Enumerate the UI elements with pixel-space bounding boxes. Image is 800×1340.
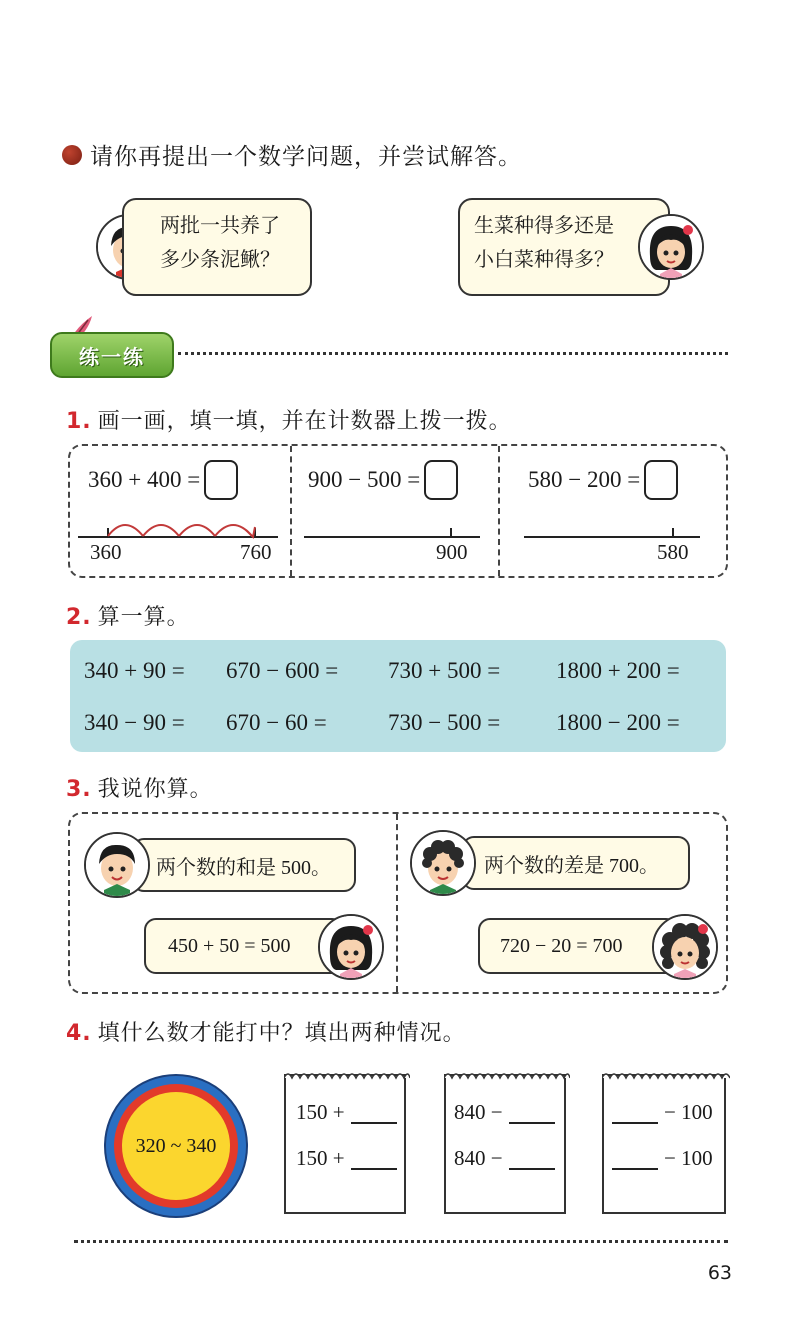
blank-field[interactable] (509, 1148, 555, 1170)
boy-statement-bubble (462, 836, 690, 890)
answer-box[interactable] (424, 460, 458, 500)
answer-text: 450 + 50 = 500 (168, 934, 291, 957)
bubble-line: 生菜种得多还是 (474, 213, 614, 237)
question-text: 算一算。 (97, 605, 190, 630)
calc-item: 340 + 90 = (84, 658, 185, 683)
statement-text: 两个数的差是 700。 (484, 854, 659, 877)
blank-field[interactable] (612, 1148, 658, 1170)
pad-expr: − 100 (664, 1100, 713, 1124)
footer-divider (74, 1240, 728, 1243)
equation-text: 580 − 200 = (528, 467, 641, 492)
calc-item: 1800 − 200 = (556, 710, 680, 735)
bubble-line: 小白菜种得多？ (474, 247, 614, 271)
note-pad (284, 1074, 406, 1214)
pad-expr: − 100 (664, 1146, 713, 1170)
blank-field[interactable] (351, 1102, 397, 1124)
question-number: 2. (66, 605, 92, 630)
boy-speech-bubble (122, 198, 312, 296)
pad-line (454, 1146, 555, 1171)
calc-item: 730 − 500 = (388, 710, 501, 735)
pad-binding-icon (284, 1070, 410, 1080)
question-number: 3. (66, 777, 92, 802)
question-text: 我说你算。 (97, 777, 213, 802)
number-label: 900 (436, 540, 468, 564)
pad-line (612, 1100, 713, 1125)
number-line-tick (450, 528, 452, 538)
q1-divider (290, 446, 292, 576)
q3-divider (396, 814, 398, 992)
pad-binding-icon (444, 1070, 570, 1080)
jump-arcs-icon (100, 512, 270, 540)
girl-avatar-icon (638, 214, 704, 280)
intro-prompt (62, 138, 522, 171)
number-label: 360 (90, 540, 122, 564)
target-bullseye (122, 1092, 230, 1200)
calc-item: 670 − 600 = (226, 658, 339, 683)
pad-expr: 150 + (296, 1100, 345, 1124)
calc-item: 730 + 500 = (388, 658, 501, 683)
blank-field[interactable] (612, 1102, 658, 1124)
question-1-title (66, 404, 512, 435)
q1-equation-3 (528, 460, 678, 500)
bubble-line: 多少条泥鳅？ (160, 247, 280, 271)
question-2-title (66, 600, 190, 631)
pad-line (612, 1146, 713, 1171)
number-line-tick (672, 528, 674, 538)
pad-binding-icon (602, 1070, 730, 1080)
pad-line (296, 1146, 397, 1171)
statement-text: 两个数的和是 500。 (156, 856, 331, 879)
bubble-line: 两批一共养了 (160, 213, 280, 237)
curly-girl-avatar-icon (652, 914, 718, 980)
equation-text: 900 − 500 = (308, 467, 421, 492)
question-text: 填什么数才能打中？填出两种情况。 (97, 1021, 466, 1046)
pad-expr: 840 − (454, 1146, 503, 1170)
q1-equation-1 (88, 460, 238, 500)
practice-section-badge: 练一练 (50, 332, 174, 378)
answer-text: 720 − 20 = 700 (500, 934, 623, 957)
boy-avatar-icon (84, 832, 150, 898)
equation-text: 360 + 400 = (88, 467, 201, 492)
girl-answer-bubble (478, 918, 678, 974)
number-line (304, 536, 480, 538)
calc-item: 670 − 60 = (226, 710, 327, 735)
question-4-title (66, 1016, 466, 1047)
calc-item: 340 − 90 = (84, 710, 185, 735)
number-label: 580 (657, 540, 689, 564)
q1-equation-2 (308, 460, 458, 500)
question-text: 画一画，填一填，并在计数器上拨一拨。 (97, 409, 512, 434)
blank-field[interactable] (351, 1148, 397, 1170)
curly-boy-avatar-icon (410, 830, 476, 896)
pad-expr: 840 − (454, 1100, 503, 1124)
section-divider (178, 352, 728, 355)
pad-line (296, 1100, 397, 1125)
answer-box[interactable] (644, 460, 678, 500)
question-number: 4. (66, 1021, 92, 1046)
target-range: 320 ~ 340 (135, 1134, 217, 1157)
girl-avatar-icon (318, 914, 384, 980)
page-number: 63 (707, 1262, 732, 1284)
blank-field[interactable] (509, 1102, 555, 1124)
intro-text: 请你再提出一个数学问题，并尝试解答。 (90, 144, 522, 170)
pad-line (454, 1100, 555, 1125)
number-label: 760 (240, 540, 272, 564)
boy-statement-bubble (132, 838, 356, 892)
note-pad (444, 1074, 566, 1214)
note-pad (602, 1074, 726, 1214)
q1-divider (498, 446, 500, 576)
bullet-dot-icon (62, 145, 82, 165)
question-3-title (66, 772, 213, 803)
girl-answer-bubble (144, 918, 344, 974)
pad-expr: 150 + (296, 1146, 345, 1170)
calc-item: 1800 + 200 = (556, 658, 680, 683)
answer-box[interactable] (204, 460, 238, 500)
question-number: 1. (66, 409, 92, 434)
